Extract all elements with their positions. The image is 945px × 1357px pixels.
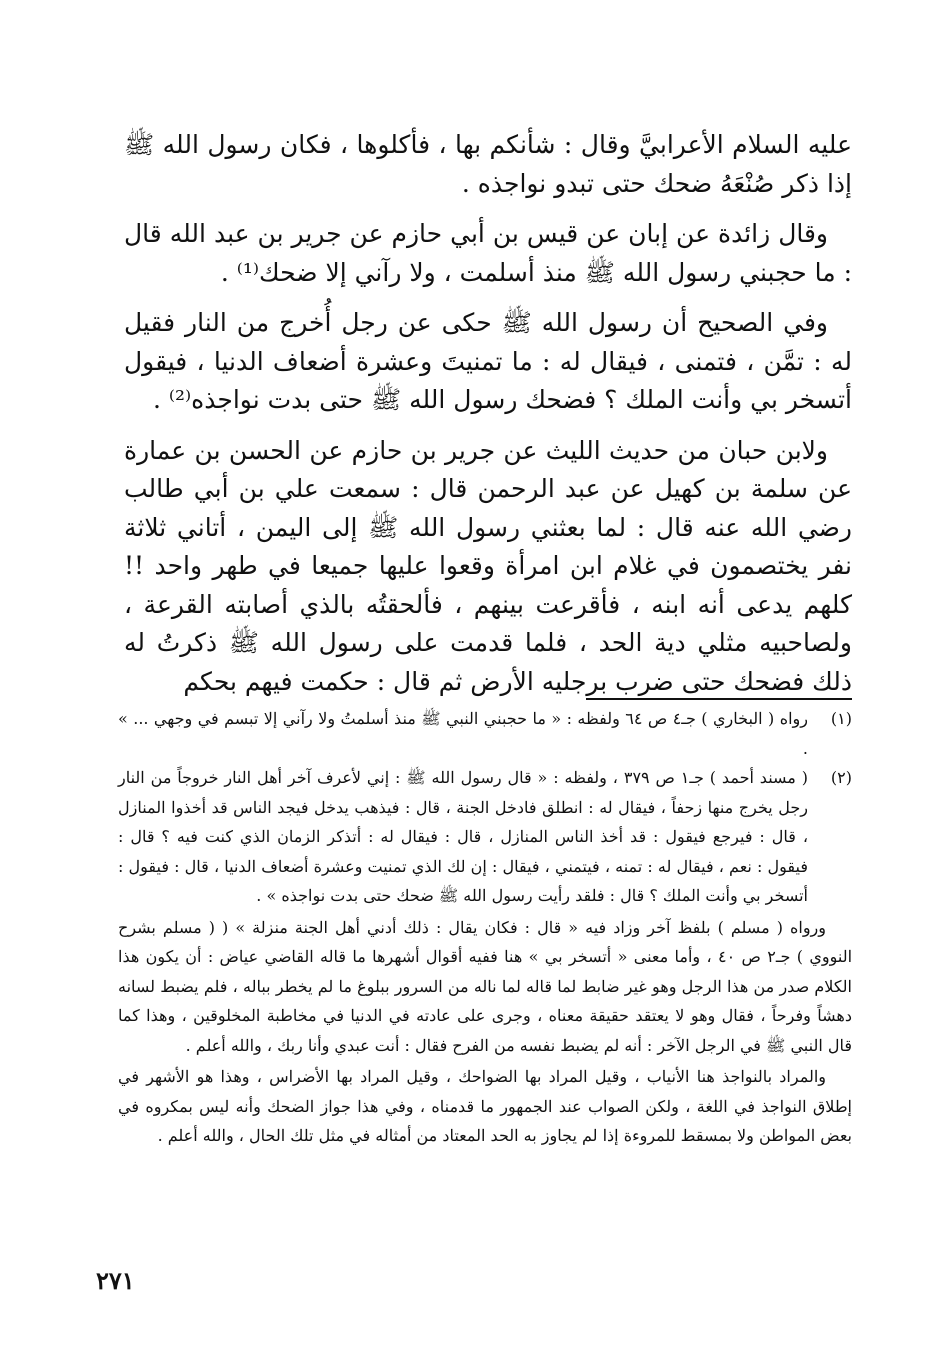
footnote-continuation: والمراد بالنواجذ هنا الأنياب ، وقيل المراد بها الضواحك ، وقيل المراد بها الأضراس ، وهذا هو الأشهر في إطلاق النواجذ في اللغة ، ولكن الصواب عند الجمهور ما قدمناه ، وفي هذا جواز الضحك وأنه ليس بمكروه في بعض المواطن ولا بمسقط للمروءة إذا لم يجاوز به الحد المعتاد من أمثاله في مثل تلك الحال ، والله أعلم . [118, 1067, 852, 1145]
main-text [124, 126, 852, 713]
page-number: ٢٧١ [96, 1266, 135, 1295]
paragraph-1: عليه السلام الأعرابيَّ وقال : شأنكم بها ، فأكلوها ، فكان رسول الله ﷺ إذا ذكر صُنْعَهُ ضحك حتى تبدو نواجذه . [124, 130, 852, 198]
footnote-number: (١) [830, 709, 852, 728]
footnote-text: رواه ( البخاري ) جـ٤ ص ٦٤ ولفظه : « ما حجبني النبي ﷺ منذ أسلمتُ ولا رآني إلا تبسم في وجهي ... » . [118, 709, 808, 758]
footnote-1 [118, 704, 852, 763]
footnote-text: ( مسند أحمد ) جـ١ ص ٣٧٩ ، ولفظه : « قال رسول الله ﷺ : إني لأعرف آخر أهل النار خروجاً من النار رجل يخرج منها زحفاً ، فيقال له : انطلق فادخل الجنة ، قال : فيذهب يدخل فيجد الناس قد أخذوا المنازل ، قال : فيرجع فيقول : قد أخذ الناس المنازل ، قال : فيقال له : أتذكر الزمان الذي كنت فيه ؟ قال : فيقول : نعم ، فيقال له : تمنه ، فيتمني ، فيقال : إن لك الذي تمنيت وعشرة أضعاف الدنيا ، قال : فيقول : أتسخر بي وأنت الملك ؟ قال : فلقد رأيت رسول الله ﷺ ضحك حتى بدت نواجذه » . [118, 768, 809, 905]
paragraph-2: وقال زائدة عن إبان عن قيس بن أبي حازم عن جرير بن عبد الله قال : ما حجبني رسول الله ﷺ منذ أسلمت ، ولا رآني إلا ضحك⁽¹⁾ . [124, 219, 852, 287]
footnote-continuation: ورواه ( مسلم ) بلفظ آخر وزاد فيه « قال : فكان يقال : ذلك أدني أهل الجنة منزلة » ( ( مسلم بشرح النووي ) جـ٢ ص ٤٠ ، وأما معنى « أتسخر بي » هنا ففيه أقوال أشهرها ما قاله القاضي عياض : أن يكون هذا الكلام صدر من هذا الرجل وهو غير ضابط لما قاله لما ناله من السرور ببلوغ ما لم يخطر بباله ، فلم يضبط لسانه دهشاً وفرحاً ، فقال وهو لا يعتقد حقيقة معناه ، وجرى على عادته في الدنيا في مخاطبة المخلوقين ، وهذا كما قال النبي ﷺ في الرجل الآخر : أنه لم يضبط نفسه من الفرح فقال : أنت عبدي وأنا ربك ، والله أعلم . [118, 917, 853, 1055]
paragraph-4: ولابن حبان من حديث الليث عن جرير بن حازم عن الحسن بن عمارة عن سلمة بن كهيل عن عبد الرحمن قال : سمعت علي بن أبي طالب رضي الله عنه قال : لما بعثني رسول الله ﷺ إلى اليمن ، أتاني ثلاثة نفر يختصمون في غلام ابن امرأة وقعوا عليها جميعا في طهر واحد !! كلهم يدعى أنه ابنه ، فأقرعت بينهم ، فألحقتُه بالذي أصابته القرعة ، ولصاحبيه مثلي دية الحد ، فلما قدمت على رسول الله ﷺ ذكرتُ له ذلك فضحك حتى ضرب برجليه الأرض ثم قال : حكمت فيهم بحكم [124, 435, 852, 696]
paragraph-3: وفي الصحيح أن رسول الله ﷺ حكى عن رجل أُخرج من النار فقيل له : تمَّن ، فتمنى ، فيقال له : ما تمنيتَ وعشرة أضعاف الدنيا ، فيقول أتسخر بي وأنت الملك ؟ فضحك رسول الله ﷺ حتى بدت نواجذه⁽²⁾ . [124, 308, 852, 414]
footnote-number: (٢) [830, 768, 852, 787]
footnote-divider [586, 698, 852, 700]
footnote-2 [118, 763, 852, 911]
footnotes-section [118, 704, 852, 1151]
